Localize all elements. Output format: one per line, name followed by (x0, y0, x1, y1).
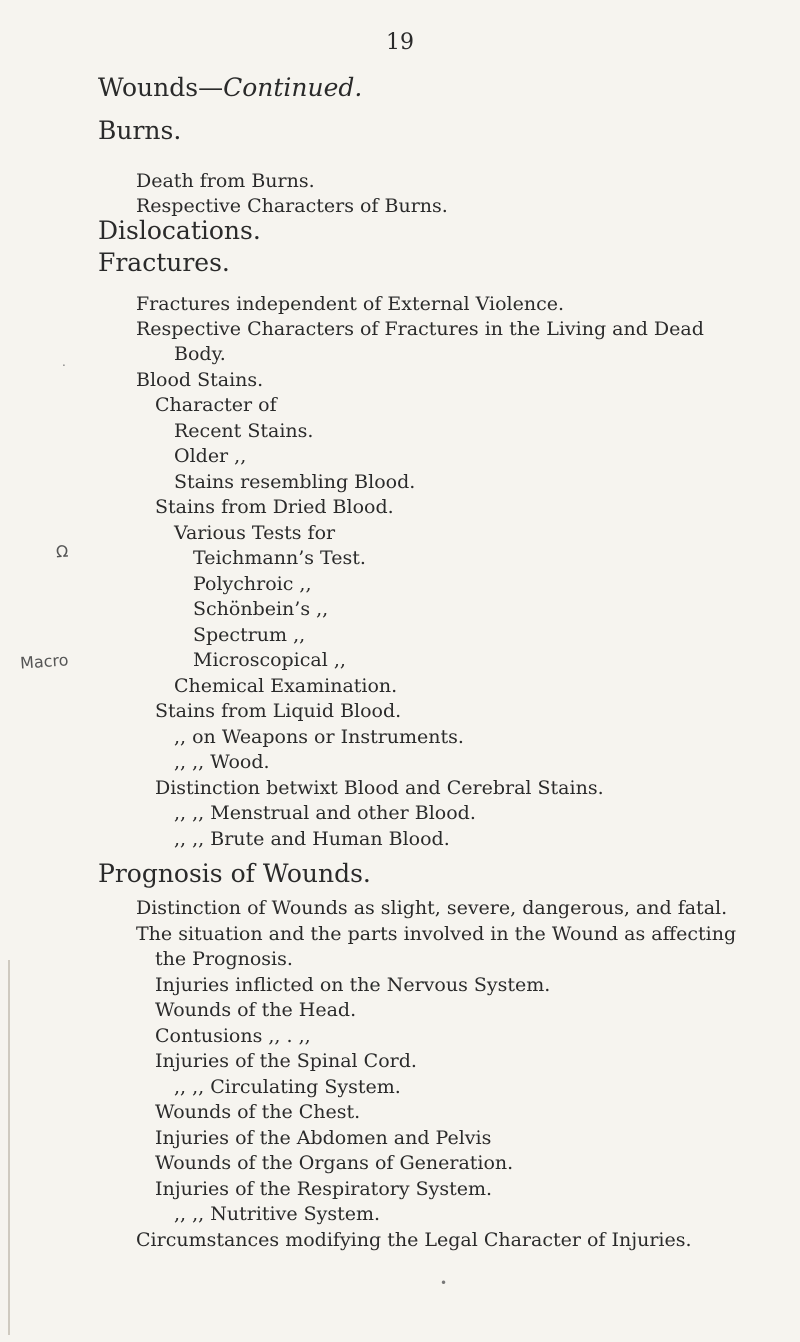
list-item: Respective Characters of Burns. (136, 195, 448, 217)
list-item: Polychroic ,, (193, 573, 312, 595)
list-item: Respective Characters of Fractures in the Living and Dead (136, 318, 704, 340)
list-item: Distinction betwixt Blood and Cerebral Stains. (155, 777, 604, 799)
list-item: Contusions ,, . ,, (155, 1025, 311, 1047)
list-item: Death from Burns. (136, 170, 315, 192)
title-main: Wounds— (98, 73, 224, 102)
list-item: Teichmann’s Test. (193, 547, 366, 569)
list-item: Spectrum ,, (193, 624, 306, 646)
list-item: Wounds of the Head. (155, 999, 357, 1021)
list-item: Body. (174, 343, 226, 365)
list-item: Stains from Liquid Blood. (155, 700, 402, 722)
list-item: Injuries of the Respiratory System. (155, 1178, 493, 1200)
list-item: Schönbein’s ,, (193, 598, 329, 620)
margin-note-handwriting: Macro (19, 650, 70, 673)
title-continued: Continued. (223, 73, 363, 102)
page-edge-shadow (8, 960, 10, 1335)
section-burns: Burns. (98, 116, 182, 145)
list-item: Injuries inflicted on the Nervous System. (155, 974, 551, 996)
list-item: ,, ,, Wood. (174, 751, 270, 773)
list-item: Recent Stains. (174, 420, 314, 442)
list-item: Circumstances modifying the Legal Character of Injuries. (136, 1229, 692, 1251)
list-item: Wounds of the Organs of Generation. (155, 1152, 514, 1174)
list-item: Blood Stains. (136, 369, 264, 391)
list-item: Distinction of Wounds as slight, severe, dangerous, and fatal. (136, 897, 728, 919)
list-item: Older ,, (174, 445, 247, 467)
section-prognosis: Prognosis of Wounds. (98, 859, 371, 888)
list-item: Wounds of the Chest. (155, 1101, 361, 1123)
list-item: Fractures independent of External Violence. (136, 293, 565, 315)
list-item: ,, ,, Circulating System. (174, 1076, 401, 1098)
list-item: Injuries of the Spinal Cord. (155, 1050, 417, 1072)
page-number: 19 (386, 30, 414, 55)
list-item: ,, ,, Menstrual and other Blood. (174, 802, 476, 824)
list-item: Stains from Dried Blood. (155, 496, 394, 518)
section-dislocations: Dislocations. (98, 216, 261, 245)
list-item: The situation and the parts involved in the Wound as affecting (136, 923, 737, 945)
section-fractures: Fractures. (98, 248, 230, 277)
list-item: ,, ,, Brute and Human Blood. (174, 828, 450, 850)
list-item: Injuries of the Abdomen and Pelvis (155, 1127, 492, 1149)
page-title (98, 73, 362, 102)
stray-mark: • (440, 1276, 448, 1290)
margin-note-mark: Ω (55, 541, 69, 562)
list-item: ,, ,, Nutritive System. (174, 1203, 381, 1225)
list-item: Microscopical ,, (193, 649, 346, 671)
list-item: the Prognosis. (155, 948, 293, 970)
list-item: Chemical Examination. (174, 675, 398, 697)
list-item: Various Tests for (174, 522, 336, 544)
list-item: ,, on Weapons or Instruments. (174, 726, 464, 748)
stray-mark: . (62, 355, 66, 369)
list-item: Stains resembling Blood. (174, 471, 416, 493)
list-item: Character of (155, 394, 277, 416)
